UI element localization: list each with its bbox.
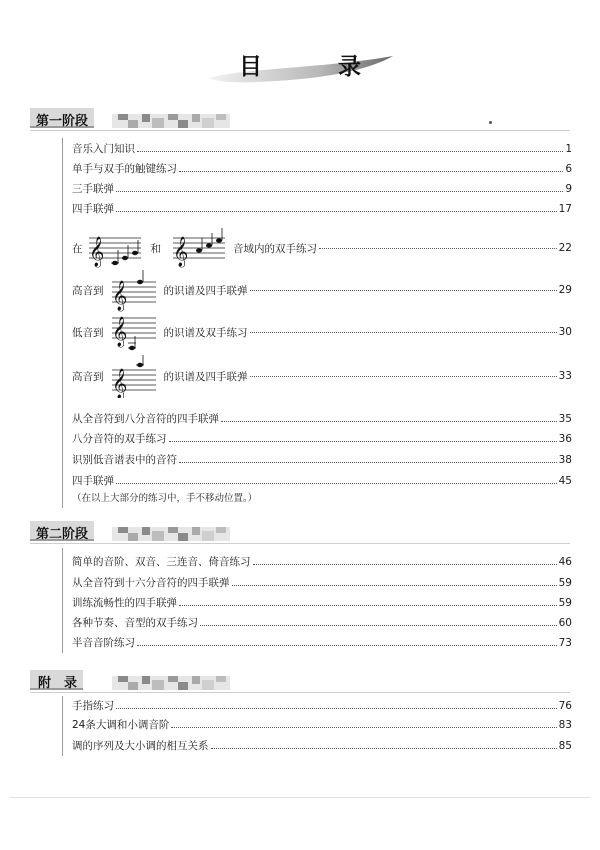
toc-entry-page: 1 <box>565 143 572 155</box>
dot-leader <box>171 727 556 728</box>
dot-leader <box>179 462 557 463</box>
section-label: 第一阶段 <box>30 108 94 128</box>
toc-entry-title: 简单的音阶、双音、三连音、倚音练习 <box>72 556 251 568</box>
toc-entry-title: 的识谱及四手联弹 <box>163 284 248 297</box>
dot-leader <box>221 421 557 422</box>
dot-leader <box>250 332 557 333</box>
svg-text:𝄞: 𝄞 <box>88 237 104 267</box>
toc-entry-title: 三手联弹 <box>72 183 114 195</box>
treble-staff-g-b-d-icon <box>167 226 229 270</box>
page-bottom-rule <box>10 797 590 798</box>
svg-text:𝄞: 𝄞 <box>111 281 127 311</box>
dot-leader <box>211 748 557 749</box>
svg-text:𝄞: 𝄞 <box>111 317 127 347</box>
toc-entry[interactable] <box>72 430 572 446</box>
toc-entry-title: 音域内的双手练习 <box>233 242 317 255</box>
toc-entry[interactable] <box>72 634 572 650</box>
toc-entry-page: 17 <box>558 203 572 215</box>
dot-leader <box>116 211 557 212</box>
toc-entry-title: 的识谱及四手联弹 <box>163 370 248 383</box>
toc-entry-page: 38 <box>558 454 572 466</box>
toc-entry-title: 调的序列及大小调的相互关系 <box>72 740 209 752</box>
dot-leader <box>116 483 557 484</box>
toc-entry-page: 29 <box>558 284 572 296</box>
print-speck <box>489 121 492 124</box>
toc-entry-page: 59 <box>558 577 572 589</box>
dot-leader <box>137 645 557 646</box>
toc-entry-title: 各种节奏、音型的双手练习 <box>72 617 198 629</box>
toc-entry-prefix: 高音到 <box>72 370 104 383</box>
toc-entry-title: 半音音阶练习 <box>72 637 135 649</box>
dot-leader <box>169 441 557 442</box>
toc-entry-page: 9 <box>565 183 572 195</box>
dot-leader <box>116 191 563 192</box>
dot-leader <box>250 290 557 291</box>
dot-leader <box>250 376 557 377</box>
toc-entry-page: 33 <box>558 370 572 382</box>
treble-staff-high-f-icon <box>104 268 160 312</box>
dot-leader <box>137 151 563 152</box>
toc-entry-conjunction: 和 <box>150 242 161 255</box>
toc-staff-entry[interactable] <box>72 226 572 270</box>
toc-entry-title: 识别低音谱表中的音符 <box>72 454 177 466</box>
toc-staff-entry[interactable] <box>72 310 572 354</box>
dot-leader <box>179 171 563 172</box>
treble-staff-low-a-icon <box>104 310 160 354</box>
section-label: 附 录 <box>30 670 83 690</box>
dot-leader <box>200 625 557 626</box>
toc-staff-entry[interactable] <box>72 268 572 312</box>
toc-entry-prefix: 在 <box>72 242 83 255</box>
section-divider <box>30 130 570 131</box>
toc-entry-title: 四手联弹 <box>72 475 114 487</box>
toc-entry[interactable] <box>72 697 572 713</box>
toc-entry[interactable] <box>72 737 572 753</box>
toc-entry[interactable] <box>72 140 572 156</box>
toc-entry[interactable] <box>72 160 572 176</box>
section-pattern-decoration <box>112 110 230 128</box>
toc-entry-page: 6 <box>565 163 572 175</box>
dot-leader <box>253 564 557 565</box>
section-header-stage-2 <box>30 521 210 543</box>
toc-entry[interactable] <box>72 180 572 196</box>
dot-leader <box>179 605 557 606</box>
toc-entry[interactable] <box>72 594 572 610</box>
toc-staff-entry[interactable] <box>72 354 572 398</box>
toc-entry-page: 22 <box>558 242 572 254</box>
toc-entry-title: 训练流畅性的四手联弹 <box>72 597 177 609</box>
toc-entry-page: 45 <box>558 475 572 487</box>
treble-staff-c-e-g-icon <box>83 226 145 270</box>
toc-entry[interactable] <box>72 200 572 216</box>
toc-entry[interactable] <box>72 574 572 590</box>
toc-entry-prefix: 低音到 <box>72 326 104 339</box>
section-header-stage-1 <box>30 108 210 130</box>
treble-staff-high-a-icon <box>104 354 160 398</box>
section-note: （在以上大部分的练习中，手不移动位置。） <box>72 493 258 504</box>
toc-entry-page: 85 <box>558 740 572 752</box>
toc-entry-title: 音乐入门知识 <box>72 143 135 155</box>
toc-entry-title: 的识谱及双手练习 <box>163 326 248 339</box>
toc-entry-page: 76 <box>558 700 572 712</box>
section-divider <box>30 692 570 693</box>
svg-text:𝄞: 𝄞 <box>111 369 127 398</box>
dot-leader <box>232 585 557 586</box>
toc-entry-title: 从全音符到十六分音符的四手联弹 <box>72 577 230 589</box>
toc-entry-page: 73 <box>558 637 572 649</box>
toc-entry-prefix: 高音到 <box>72 284 104 297</box>
dot-leader <box>116 708 557 709</box>
toc-entry[interactable] <box>72 716 572 732</box>
toc-entry-page: 35 <box>558 413 572 425</box>
toc-entry[interactable] <box>72 451 572 467</box>
toc-entry-title: 24条大调和小调音阶 <box>72 719 170 731</box>
toc-entry-page: 46 <box>558 556 572 568</box>
toc-entry-page: 36 <box>558 433 572 445</box>
toc-entry[interactable] <box>72 553 572 569</box>
svg-text:𝄞: 𝄞 <box>173 237 189 267</box>
toc-entry-page: 83 <box>558 719 572 731</box>
section-divider <box>30 543 570 544</box>
toc-entry-title: 八分音符的双手练习 <box>72 433 167 445</box>
toc-entry-title: 手指练习 <box>72 700 114 712</box>
toc-entry-title: 单手与双手的触键练习 <box>72 163 177 175</box>
toc-entry[interactable] <box>72 410 572 426</box>
toc-entry-page: 59 <box>558 597 572 609</box>
section-pattern-decoration <box>112 672 230 690</box>
toc-entry-title: 四手联弹 <box>72 203 114 215</box>
title-banner <box>205 42 395 86</box>
page-title: 目 录 <box>239 54 396 80</box>
section-label: 第二阶段 <box>30 521 94 541</box>
toc-entry-title: 从全音符到八分音符的四手联弹 <box>72 413 219 425</box>
toc-entry[interactable] <box>72 472 572 488</box>
section-pattern-decoration <box>112 523 230 541</box>
dot-leader <box>319 248 557 249</box>
toc-entry[interactable] <box>72 614 572 630</box>
toc-entry-page: 30 <box>558 326 572 338</box>
section-header-appendix <box>30 670 210 692</box>
toc-entry-page: 60 <box>558 617 572 629</box>
